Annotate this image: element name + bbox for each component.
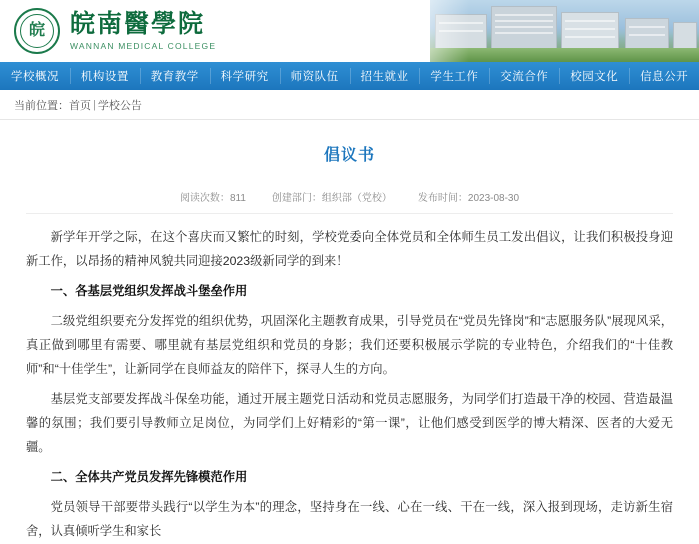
nav-item-education[interactable]	[140, 62, 210, 90]
nav-item-student-affairs[interactable]	[419, 62, 489, 90]
meta-views	[180, 189, 246, 204]
breadcrumb-link-announcements[interactable]: 学校公告	[97, 99, 142, 112]
article-title: 倡议书	[323, 147, 375, 164]
nav-item-label: 校园文化	[570, 71, 619, 83]
nav-item-organization[interactable]	[70, 62, 140, 90]
meta-date	[418, 189, 519, 204]
nav-item-school-overview[interactable]	[0, 62, 70, 90]
nav-item-label: 交流合作	[500, 71, 549, 83]
meta-department-value: 组织部（党校）	[321, 193, 392, 204]
nav-item-label: 信息公开	[640, 71, 689, 83]
site-name-cn: 皖南醫學院	[70, 10, 206, 38]
nav-item-label: 机构设置	[80, 71, 129, 83]
site-header	[0, 0, 699, 62]
breadcrumb-link-home[interactable]: 首页	[69, 99, 91, 112]
site-name-en: WANNAN MEDICAL COLLEGE	[70, 41, 217, 52]
nav-item-information-disclosure[interactable]	[629, 62, 699, 90]
article-paragraph: 党员领导干部要带头践行“以学生为本”的理念，坚持身在一线、心在一线、干在一线，深入报到现场，走访新生宿舍，认真倾听学生和家长	[26, 499, 673, 538]
article-section-heading: 一、各基层党组织发挥战斗堡垒作用	[50, 283, 248, 298]
meta-date-label: 发布时间：	[417, 193, 468, 204]
nav-item-label: 招生就业	[360, 71, 409, 83]
article-meta	[26, 189, 673, 214]
nav-item-label: 师资队伍	[290, 71, 339, 83]
site-logo[interactable]	[14, 8, 216, 54]
nav-item-campus-culture[interactable]	[559, 62, 629, 90]
nav-item-label: 科学研究	[220, 71, 269, 83]
meta-views-value: 811	[229, 193, 246, 204]
article-section-heading: 二、全体共产党员发挥先锋模范作用	[50, 469, 248, 484]
campus-photo	[429, 0, 699, 62]
meta-views-label: 阅读次数：	[179, 193, 230, 204]
article-paragraph: 二级党组织要充分发挥党的组织优势，巩固深化主题教育成果，引导党员在“党员先锋岗”和“志愿服务队”展现风采，真正做到哪里有需要、哪里就有基层党组织和党员的身影；我们还要积极展示学院的专业特色，介绍我们的“十佳教师”和“十佳学生”，让新同学在良师益友的陪伴下，探寻人生的方向。	[26, 313, 673, 376]
nav-item-research[interactable]	[210, 62, 280, 90]
nav-item-admissions[interactable]	[350, 62, 420, 90]
breadcrumb-prefix: 当前位置：	[14, 99, 69, 112]
nav-item-label: 教育教学	[150, 71, 199, 83]
article-body	[26, 226, 673, 544]
meta-date-value: 2023-08-30	[467, 193, 520, 204]
nav-item-faculty[interactable]	[280, 62, 350, 90]
nav-item-label: 学生工作	[430, 71, 479, 83]
logo-text	[70, 11, 216, 52]
article-paragraph: 新学年开学之际，在这个喜庆而又繁忙的时刻，学校党委向全体党员和全体师生员工发出倡议，让我们积极投身迎新工作，以昂扬的精神风貌共同迎接2023级新同学的到来！	[26, 230, 673, 268]
article-paragraph: 基层党支部要发挥战斗保垒功能，通过开展主题党日活动和党员志愿服务，为同学们打造最干净的校园、营造最温馨的氛围；我们要引导教师立足岗位，为同学们上好精彩的“第一课”，让他们感受到医学的博大精深、医者的大爱无疆。	[26, 391, 673, 454]
breadcrumb	[0, 90, 699, 120]
main-navigation[interactable]	[0, 62, 699, 90]
nav-item-label: 学校概况	[10, 71, 59, 83]
logo-monogram: 皖	[28, 22, 45, 39]
breadcrumb-separator: |	[93, 98, 96, 111]
meta-department-label: 创建部门：	[271, 193, 322, 204]
article	[0, 142, 699, 544]
meta-department	[272, 189, 392, 204]
nav-item-exchange[interactable]	[489, 62, 559, 90]
wannan-medical-college-emblem-icon	[14, 8, 60, 54]
